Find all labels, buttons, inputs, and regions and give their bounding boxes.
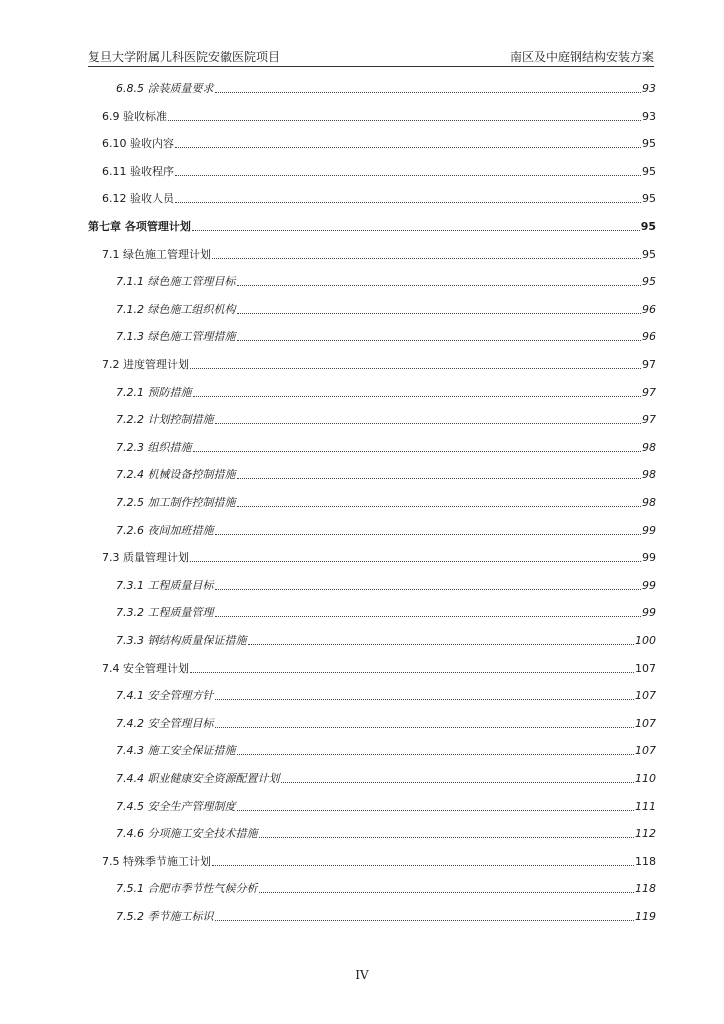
toc-entry-page: 93 [642, 82, 656, 95]
toc-entry-title: 7.1.1 绿色施工管理目标 [116, 275, 236, 289]
toc-entry[interactable] [0, 411, 656, 427]
toc-entry-title: 7.2.1 预防措施 [116, 385, 192, 399]
toc-entry[interactable] [0, 908, 656, 924]
dot-leader [215, 615, 642, 617]
header-project-name: 复旦大学附属儿科医院安徽医院项目 [88, 50, 281, 64]
toc-entry[interactable] [0, 715, 656, 731]
toc-entry[interactable] [0, 108, 656, 124]
dot-leader [215, 588, 642, 590]
toc-entry-page: 112 [635, 827, 656, 841]
dot-leader [281, 781, 635, 783]
toc-entry-title: 7.4.4 职业健康安全资源配置计划 [116, 772, 280, 785]
toc-entry-page: 99 [642, 606, 656, 620]
toc-entry[interactable] [0, 163, 656, 179]
header-document-title: 南区及中庭钢结构安装方案 [509, 50, 654, 64]
toc-entry-title: 7.3 质量管理计划 [102, 551, 189, 565]
toc-entry-page: 107 [635, 661, 656, 675]
dot-leader [215, 698, 635, 700]
dot-leader [212, 864, 634, 866]
toc-entry-page: 96 [642, 302, 656, 316]
toc-entry[interactable] [0, 301, 656, 317]
toc-entry-page: 111 [635, 799, 656, 813]
toc-entry[interactable] [0, 328, 656, 344]
dot-leader [248, 643, 635, 645]
dot-leader [193, 450, 642, 452]
toc-entry[interactable] [0, 218, 656, 234]
toc-entry-page: 97 [642, 385, 656, 399]
toc-entry[interactable] [0, 384, 656, 400]
toc-entry-title: 6.10 验收内容 [102, 137, 174, 151]
toc-entry[interactable] [0, 825, 656, 841]
toc-entry-page: 98 [642, 468, 656, 482]
dot-leader [237, 312, 642, 314]
toc-entry-title: 第七章 各项管理计划 [88, 220, 191, 233]
toc-entry-title: 7.4.3 施工安全保证措施 [116, 744, 236, 758]
page-header [88, 48, 654, 67]
toc-entry-page: 97 [642, 413, 656, 427]
toc-entry-page: 99 [642, 578, 656, 592]
page-number: IV [355, 968, 369, 982]
toc-entry-title: 7.4.6 分项施工安全技术措施 [116, 827, 258, 841]
toc-entry-title: 6.12 验收人员 [102, 192, 174, 206]
dot-leader [215, 91, 642, 93]
toc-entry[interactable] [0, 742, 656, 758]
toc-entry-title: 7.4.5 安全生产管理制度 [116, 799, 236, 813]
toc-entry-page: 99 [642, 551, 656, 565]
toc-entry-title: 7.5 特殊季节施工计划 [102, 854, 211, 868]
dot-leader [237, 284, 642, 286]
dot-leader [190, 671, 634, 673]
dot-leader [190, 367, 641, 369]
toc-entry[interactable] [0, 273, 656, 289]
toc-entry[interactable] [0, 494, 656, 510]
toc-entry-title: 6.9 验收标准 [102, 109, 167, 123]
toc-entry[interactable] [0, 135, 656, 151]
toc-entry-title: 7.1 绿色施工管理计划 [102, 247, 211, 261]
dot-leader [215, 422, 642, 424]
toc-entry[interactable] [0, 880, 656, 896]
toc-entry[interactable] [0, 549, 656, 565]
dot-leader [237, 809, 635, 811]
dot-leader [215, 919, 635, 921]
toc-entry[interactable] [0, 577, 656, 593]
toc-entry-title: 7.4 安全管理计划 [102, 661, 189, 675]
dot-leader [168, 119, 641, 121]
dot-leader [259, 836, 635, 838]
toc-entry[interactable] [0, 356, 656, 372]
dot-leader [237, 505, 642, 507]
dot-leader [212, 257, 641, 259]
dot-leader [237, 753, 635, 755]
dot-leader [190, 560, 641, 562]
toc-entry-title: 6.11 验收程序 [102, 164, 174, 178]
toc-entry-page: 107 [635, 716, 656, 730]
toc-entry[interactable] [0, 246, 656, 262]
toc-entry[interactable] [0, 660, 656, 676]
toc-entry-page: 95 [642, 192, 656, 206]
dot-leader [193, 395, 642, 397]
toc-entry-title: 7.3.1 工程质量目标 [116, 578, 214, 592]
toc-entry-title: 7.3.3 钢结构质量保证措施 [116, 634, 247, 647]
toc-entry-title: 7.2.3 组织措施 [116, 440, 192, 454]
toc-entry-page: 97 [642, 358, 656, 371]
toc-entry-page: 95 [640, 220, 656, 233]
toc-entry-page: 118 [635, 882, 656, 896]
toc-entry-title: 7.2.5 加工制作控制措施 [116, 496, 236, 509]
toc-entry-page: 95 [642, 275, 656, 289]
toc-entry-title: 7.1.3 绿色施工管理措施 [116, 330, 236, 344]
toc-entry-page: 95 [642, 164, 656, 178]
toc-entry-page: 119 [635, 910, 656, 923]
toc-entry-page: 96 [642, 330, 656, 344]
toc-entry[interactable] [0, 466, 656, 482]
toc-entry[interactable] [0, 632, 656, 648]
toc-entry[interactable] [0, 190, 656, 206]
toc-entry-title: 7.3.2 工程质量管理 [116, 606, 214, 620]
toc-entry-page: 110 [635, 772, 656, 785]
toc-entry[interactable] [0, 853, 656, 869]
toc-entry-page: 98 [642, 440, 656, 454]
dot-leader [259, 891, 635, 893]
dot-leader [192, 229, 640, 231]
toc-entry-title: 7.4.1 安全管理方针 [116, 689, 214, 703]
toc-entry-page: 118 [635, 854, 656, 868]
toc-entry-page: 93 [642, 109, 656, 123]
toc-entry-title: 7.4.2 安全管理目标 [116, 716, 214, 730]
toc-entry[interactable] [0, 439, 656, 455]
toc-entry-title: 7.5.1 合肥市季节性气候分析 [116, 882, 258, 896]
toc-entry-title: 7.2.2 计划控制措施 [116, 413, 214, 427]
toc-entry[interactable] [0, 770, 656, 786]
toc-entry-title: 7.2 进度管理计划 [102, 358, 189, 371]
toc-entry[interactable] [0, 798, 656, 814]
toc-entry-title: 7.2.6 夜间加班措施 [116, 523, 214, 537]
dot-leader [215, 726, 635, 728]
toc-entry-page: 95 [642, 137, 656, 151]
toc-entry[interactable] [0, 522, 656, 538]
toc-entry-page: 107 [635, 689, 656, 703]
toc-entry-page: 95 [642, 247, 656, 261]
toc-entry-page: 98 [642, 496, 656, 509]
dot-leader [215, 533, 642, 535]
dot-leader [175, 201, 641, 203]
toc-entry[interactable] [0, 80, 656, 96]
toc-entry-title: 7.1.2 绿色施工组织机构 [116, 302, 236, 316]
dot-leader [237, 477, 642, 479]
toc-entry-title: 7.5.2 季节施工标识 [116, 910, 214, 923]
toc-entry-page: 99 [642, 523, 656, 537]
dot-leader [175, 146, 641, 148]
toc-entry-title: 7.2.4 机械设备控制措施 [116, 468, 236, 482]
dot-leader [237, 339, 642, 341]
dot-leader [175, 174, 641, 176]
toc-entry-title: 6.8.5 涂装质量要求 [116, 82, 214, 95]
toc-entry-page: 100 [635, 634, 656, 647]
toc-entry[interactable] [0, 604, 656, 620]
toc-entry-page: 107 [635, 744, 656, 758]
toc-entry[interactable] [0, 687, 656, 703]
